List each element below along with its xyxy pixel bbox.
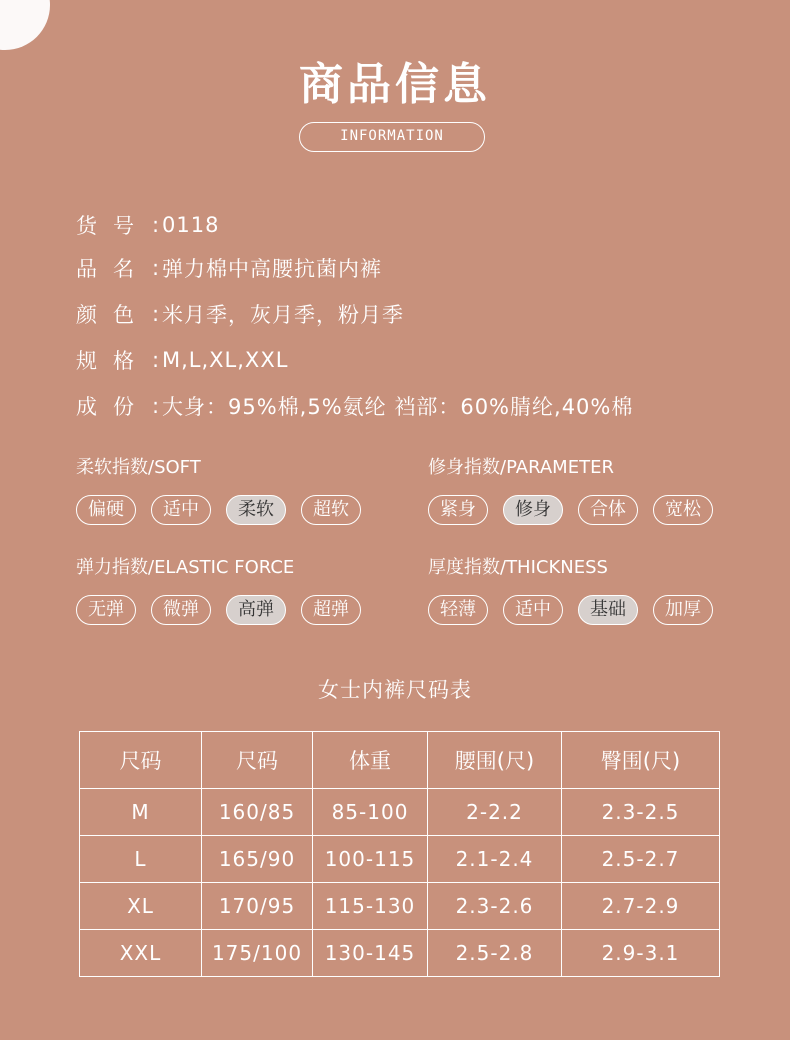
spec-row-color: 颜色 : 米月季，灰月季，粉月季: [76, 291, 756, 337]
table-cell: L: [80, 836, 202, 883]
chip-option: 加厚: [653, 595, 713, 625]
table-header-cell: 臀围(尺): [562, 732, 720, 789]
chip-option: 轻薄: [428, 595, 488, 625]
spec-label: 成份: [76, 395, 150, 419]
index-title: 柔软指数/SOFT: [76, 457, 201, 478]
table-row: [80, 789, 720, 836]
chip-option: 紧身: [428, 495, 488, 525]
table-cell: 2.9-3.1: [562, 930, 720, 977]
chip-option: 超软: [301, 495, 361, 525]
chip-option-selected: 修身: [503, 495, 563, 525]
chip-option-selected: 高弹: [226, 595, 286, 625]
table-cell: 85-100: [313, 789, 428, 836]
index-title: 修身指数/PARAMETER: [428, 457, 614, 478]
table-row: [80, 836, 720, 883]
spec-row-material: 成份 : 大身：95%棉,5%氨纶 裆部：60%腈纶,40%棉: [76, 383, 756, 429]
table-cell: 2.3-2.6: [428, 883, 562, 930]
table-cell: 175/100: [202, 930, 313, 977]
table-cell: 100-115: [313, 836, 428, 883]
table-cell: 2-2.2: [428, 789, 562, 836]
table-cell: XXL: [80, 930, 202, 977]
spec-value: M,L,XL,XXL: [162, 348, 289, 372]
table-cell: 2.7-2.9: [562, 883, 720, 930]
spec-label: 颜色: [76, 303, 150, 327]
table-row: [80, 883, 720, 930]
chip-option: 合体: [578, 495, 638, 525]
table-cell: 2.3-2.5: [562, 789, 720, 836]
table-header-cell: 腰围(尺): [428, 732, 562, 789]
spec-value: 弹力棉中高腰抗菌内裤: [162, 257, 382, 281]
table-cell: 2.5-2.8: [428, 930, 562, 977]
spec-value: 大身：95%棉,5%氨纶 裆部：60%腈纶,40%棉: [162, 395, 634, 419]
chip-option: 偏硬: [76, 495, 136, 525]
page-title: 商品信息: [299, 59, 491, 110]
index-parameter: [428, 455, 748, 525]
spec-list: [76, 205, 756, 429]
table-cell: 165/90: [202, 836, 313, 883]
table-cell: XL: [80, 883, 202, 930]
chip-option: 超弹: [301, 595, 361, 625]
table-cell: 2.5-2.7: [562, 836, 720, 883]
table-cell: 130-145: [313, 930, 428, 977]
spec-row-product-name: 品名 : 弹力棉中高腰抗菌内裤: [76, 245, 756, 291]
spec-label: 货号: [76, 214, 150, 238]
table-cell: 170/95: [202, 883, 313, 930]
index-elastic: [76, 555, 396, 625]
chip-option: 微弹: [151, 595, 211, 625]
spec-label: 规格: [76, 349, 150, 373]
table-header-cell: 体重: [313, 732, 428, 789]
table-cell: 160/85: [202, 789, 313, 836]
table-cell: 2.1-2.4: [428, 836, 562, 883]
chip-option-selected: 基础: [578, 595, 638, 625]
section-subtitle-pill: INFORMATION: [299, 122, 485, 152]
spec-value: 0118: [162, 213, 220, 237]
chip-option: 适中: [503, 595, 563, 625]
chip-option: 适中: [151, 495, 211, 525]
size-table: [79, 731, 720, 977]
index-thickness: [428, 555, 748, 625]
spec-row-item-no: 货号 : 0118: [76, 205, 756, 245]
spec-label: 品名: [76, 257, 150, 281]
spec-value: 米月季，灰月季，粉月季: [162, 303, 404, 327]
table-header-row: [80, 732, 720, 789]
table-header-cell: 尺码: [202, 732, 313, 789]
chip-option: 无弹: [76, 595, 136, 625]
table-cell: M: [80, 789, 202, 836]
spec-row-size: 规格 : M,L,XL,XXL: [76, 337, 756, 383]
index-title: 弹力指数/ELASTIC FORCE: [76, 557, 295, 578]
chip-option-selected: 柔软: [226, 495, 286, 525]
table-header-cell: 尺码: [80, 732, 202, 789]
table-row: [80, 930, 720, 977]
index-title: 厚度指数/THICKNESS: [428, 557, 608, 578]
index-soft: [76, 455, 396, 525]
size-table-caption: 女士内裤尺码表: [318, 678, 472, 702]
table-cell: 115-130: [313, 883, 428, 930]
chip-option: 宽松: [653, 495, 713, 525]
corner-decoration: [0, 0, 50, 50]
